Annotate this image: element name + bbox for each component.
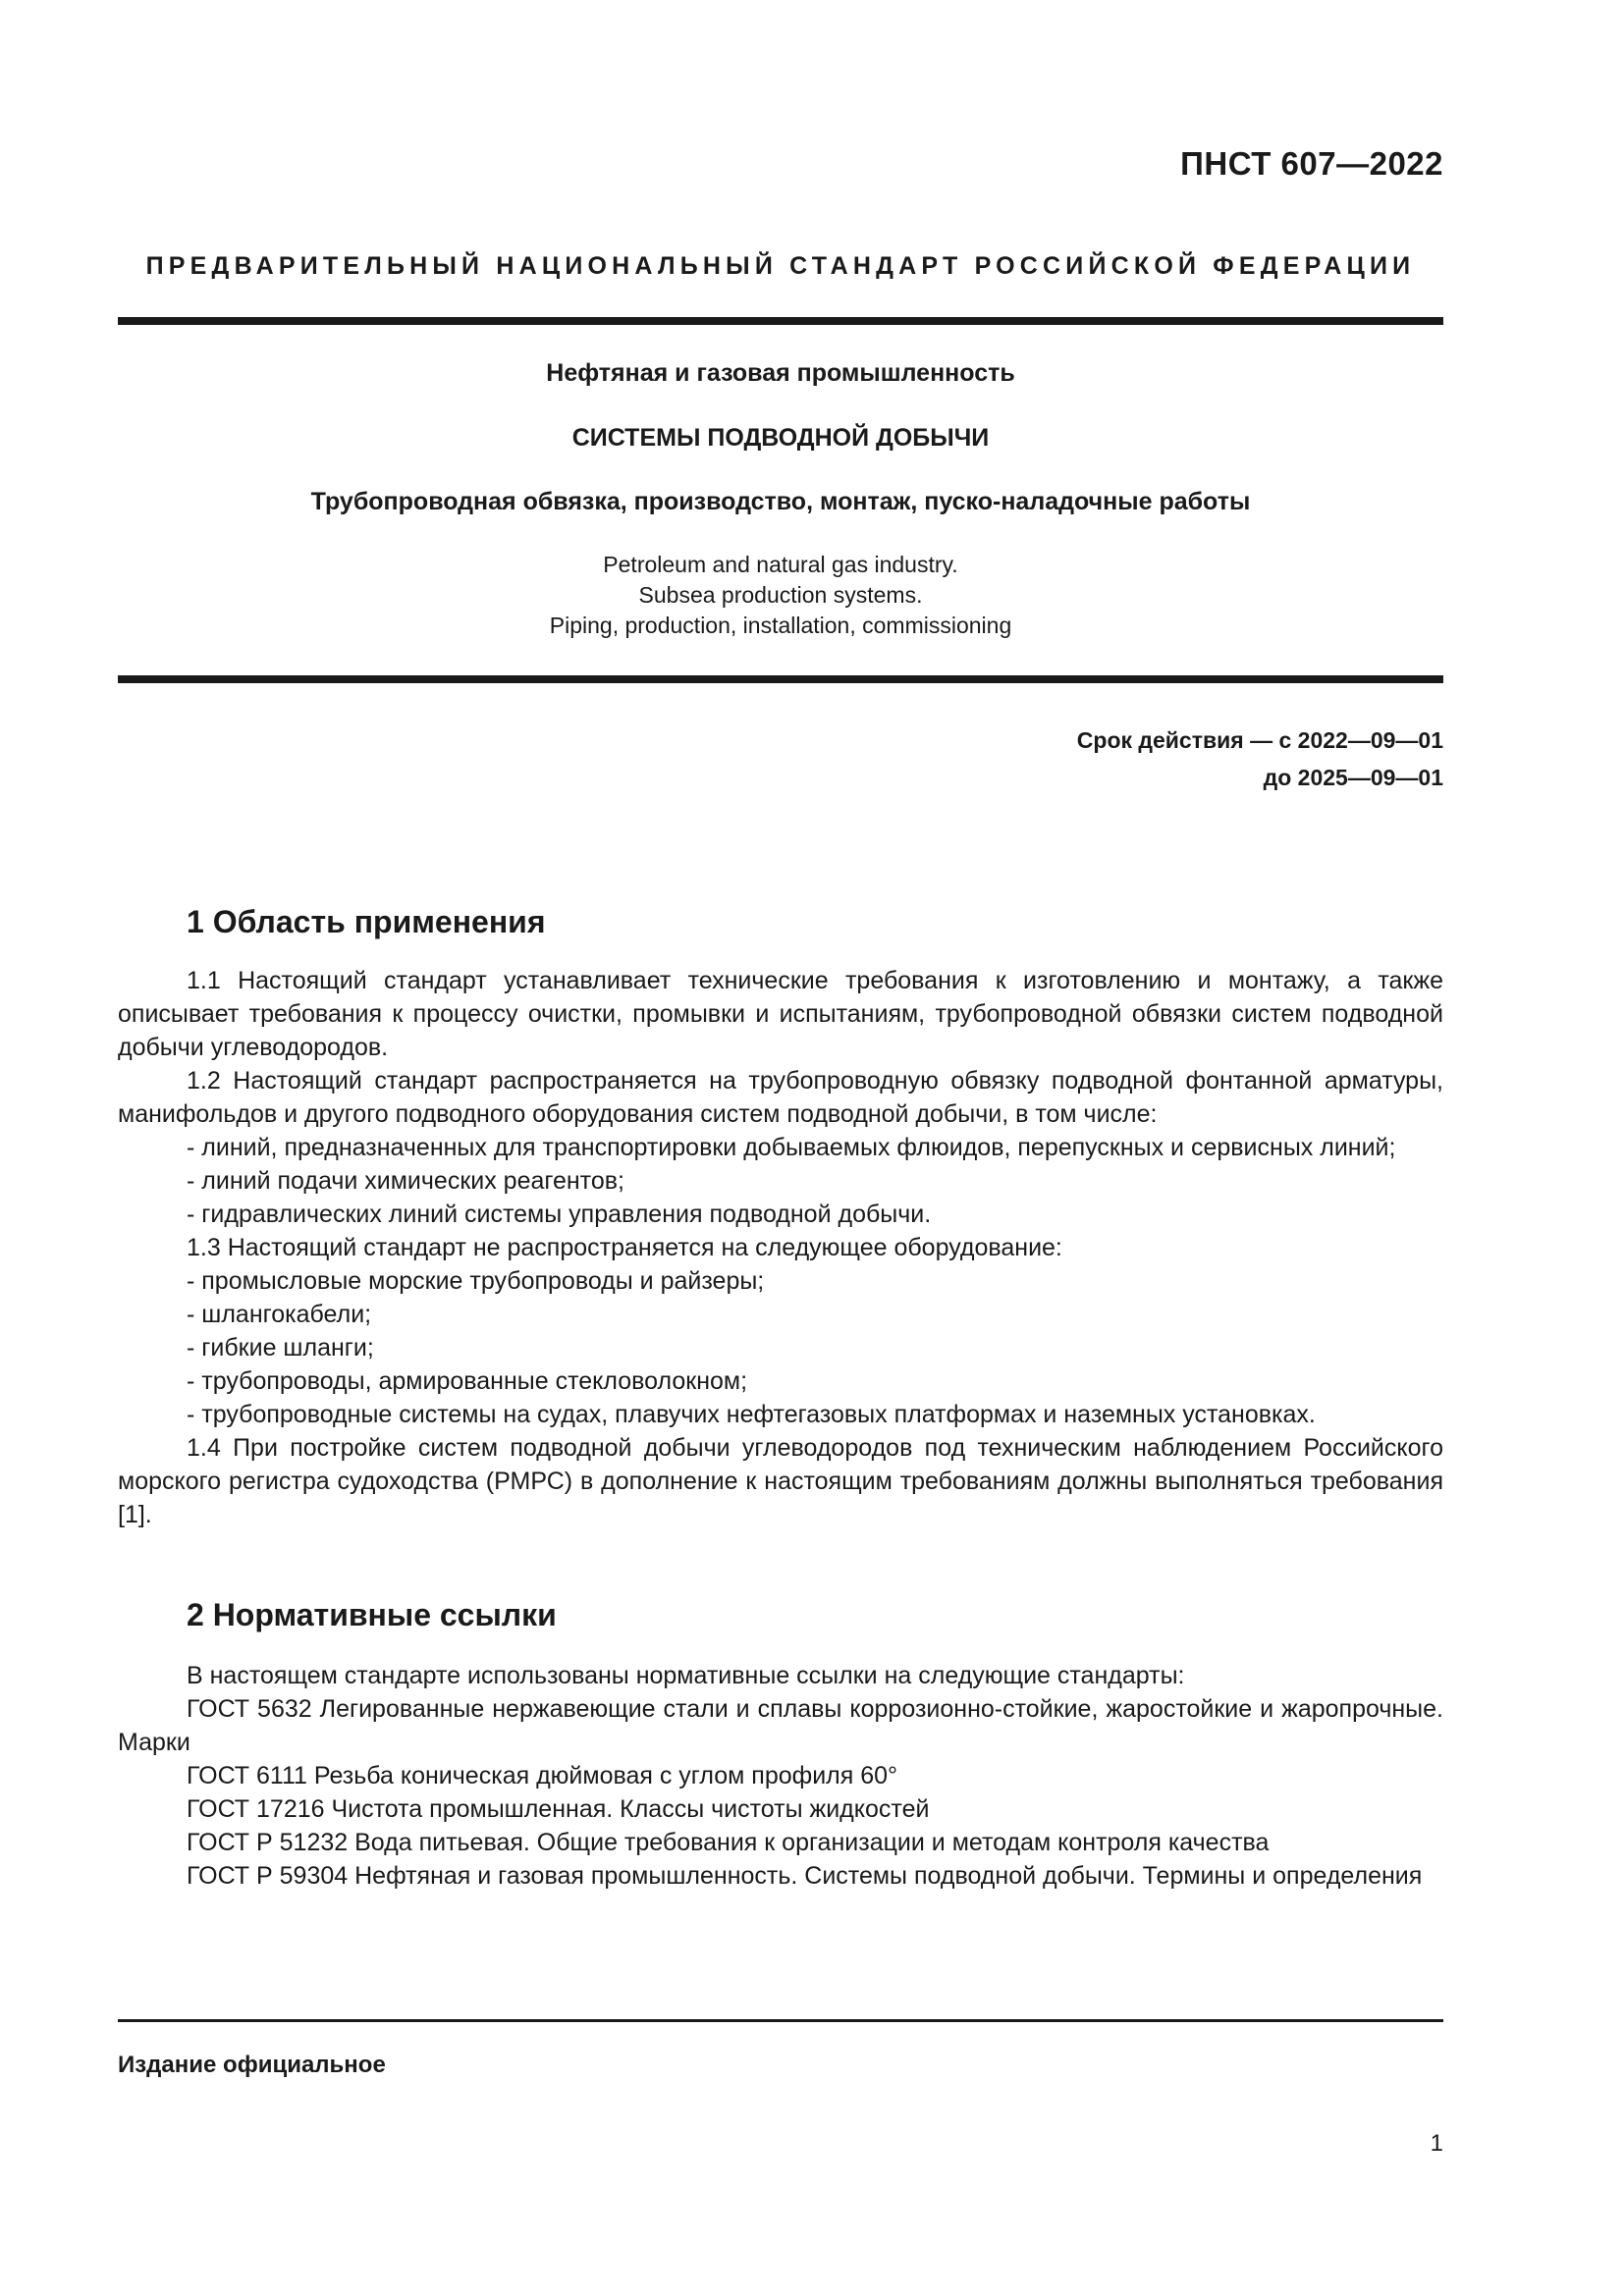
title-block — [118, 359, 1443, 388]
paragraph-1-2: 1.2 Настоящий стандарт распространяется на трубопроводную обвязку подводной фонтанной арматуры, манифольдов и другого подводного оборудования систем подводной добычи, в том числе: — [118, 1067, 1443, 1128]
validity-from: Срок действия — с 2022—09—01 — [1076, 727, 1443, 753]
list-item: - линий подачи химических реагентов; — [187, 1167, 624, 1195]
list-item: - линий, предназначенных для транспортировки добываемых флюидов, перепускных и сервисных линий; — [187, 1134, 1396, 1161]
validity-period — [1077, 721, 1443, 796]
list-item: - шлангокабели; — [187, 1301, 372, 1328]
list-item: - гибкие шланги; — [187, 1334, 374, 1362]
reference-item: ГОСТ 5632 Легированные нержавеющие стали и сплавы коррозионно-стойкие, жаростойкие и жаропрочные. Марки — [118, 1695, 1443, 1756]
validity-to: до 2025—09—01 — [1263, 765, 1443, 790]
section-1-heading: 1 Область применения — [187, 904, 546, 939]
reference-item: ГОСТ 6111 Резьба коническая дюймовая с углом профиля 60° — [187, 1762, 898, 1789]
top-divider — [118, 317, 1443, 325]
paragraph-1-1: 1.1 Настоящий стандарт устанавливает технические требования к изготовлению и монтажу, а также описывает требования к процессу очистки, промывки и испытаниям, трубопроводной обвязки систем подводной добычи углеводородов. — [118, 967, 1443, 1061]
page-number: 1 — [1430, 2130, 1443, 2157]
list-item: - промысловые морские трубопроводы и райзеры; — [187, 1267, 765, 1295]
title-subject: Трубопроводная обвязка, производство, монтаж, пуско-наладочные работы — [310, 488, 1251, 515]
title-system: СИСТЕМЫ ПОДВОДНОЙ ДОБЫЧИ — [571, 424, 990, 452]
section-2-heading: 2 Нормативные ссылки — [187, 1597, 557, 1632]
reference-item: ГОСТ Р 51232 Вода питьевая. Общие требования к организации и методам контроля качества — [187, 1829, 1270, 1856]
title-english — [118, 550, 1443, 641]
title-industry: Нефтяная и газовая промышленность — [546, 359, 1015, 387]
title-en-line3: Piping, production, installation, commissioning — [549, 613, 1012, 638]
list-item: - гидравлических линий системы управления подводной добычи. — [187, 1201, 932, 1228]
section-1-body — [118, 964, 1443, 1531]
reference-item: ГОСТ Р 59304 Нефтяная и газовая промышленность. Системы подводной добычи. Термины и определения — [187, 1862, 1423, 1890]
list-item: - трубопроводные системы на судах, плавучих нефтегазовых платформах и наземных установках. — [187, 1401, 1316, 1428]
title-system-wrap — [118, 424, 1443, 453]
title-en-line2: Subsea production systems. — [638, 582, 923, 608]
list-item: - трубопроводы, армированные стекловолокном; — [187, 1367, 748, 1395]
references-intro: В настоящем стандарте использованы нормативные ссылки на следующие стандарты: — [187, 1662, 1185, 1689]
paragraph-1-3: 1.3 Настоящий стандарт не распространяется на следующее оборудование: — [187, 1234, 1062, 1261]
edition-label: Издание официальное — [118, 2052, 386, 2078]
title-divider — [118, 675, 1443, 683]
paragraph-1-4: 1.4 При постройке систем подводной добычи углеводородов под техническим наблюдением Российского морского регистра судоходства (РМРС) в дополнение к настоящим требованиям должны выполняться требования [1]. — [118, 1434, 1443, 1528]
standard-number: ПНСТ 607—2022 — [1180, 145, 1443, 182]
reference-item: ГОСТ 17216 Чистота промышленная. Классы чистоты жидкостей — [187, 1795, 930, 1823]
footer-divider — [118, 2019, 1443, 2022]
section-2-body — [118, 1659, 1443, 1893]
title-subject-wrap — [118, 488, 1443, 516]
title-en-line1: Petroleum and natural gas industry. — [603, 552, 958, 577]
standard-type: ПРЕДВАРИТЕЛЬНЫЙ НАЦИОНАЛЬНЫЙ СТАНДАРТ РОССИЙСКОЙ ФЕДЕРАЦИИ — [145, 252, 1416, 280]
